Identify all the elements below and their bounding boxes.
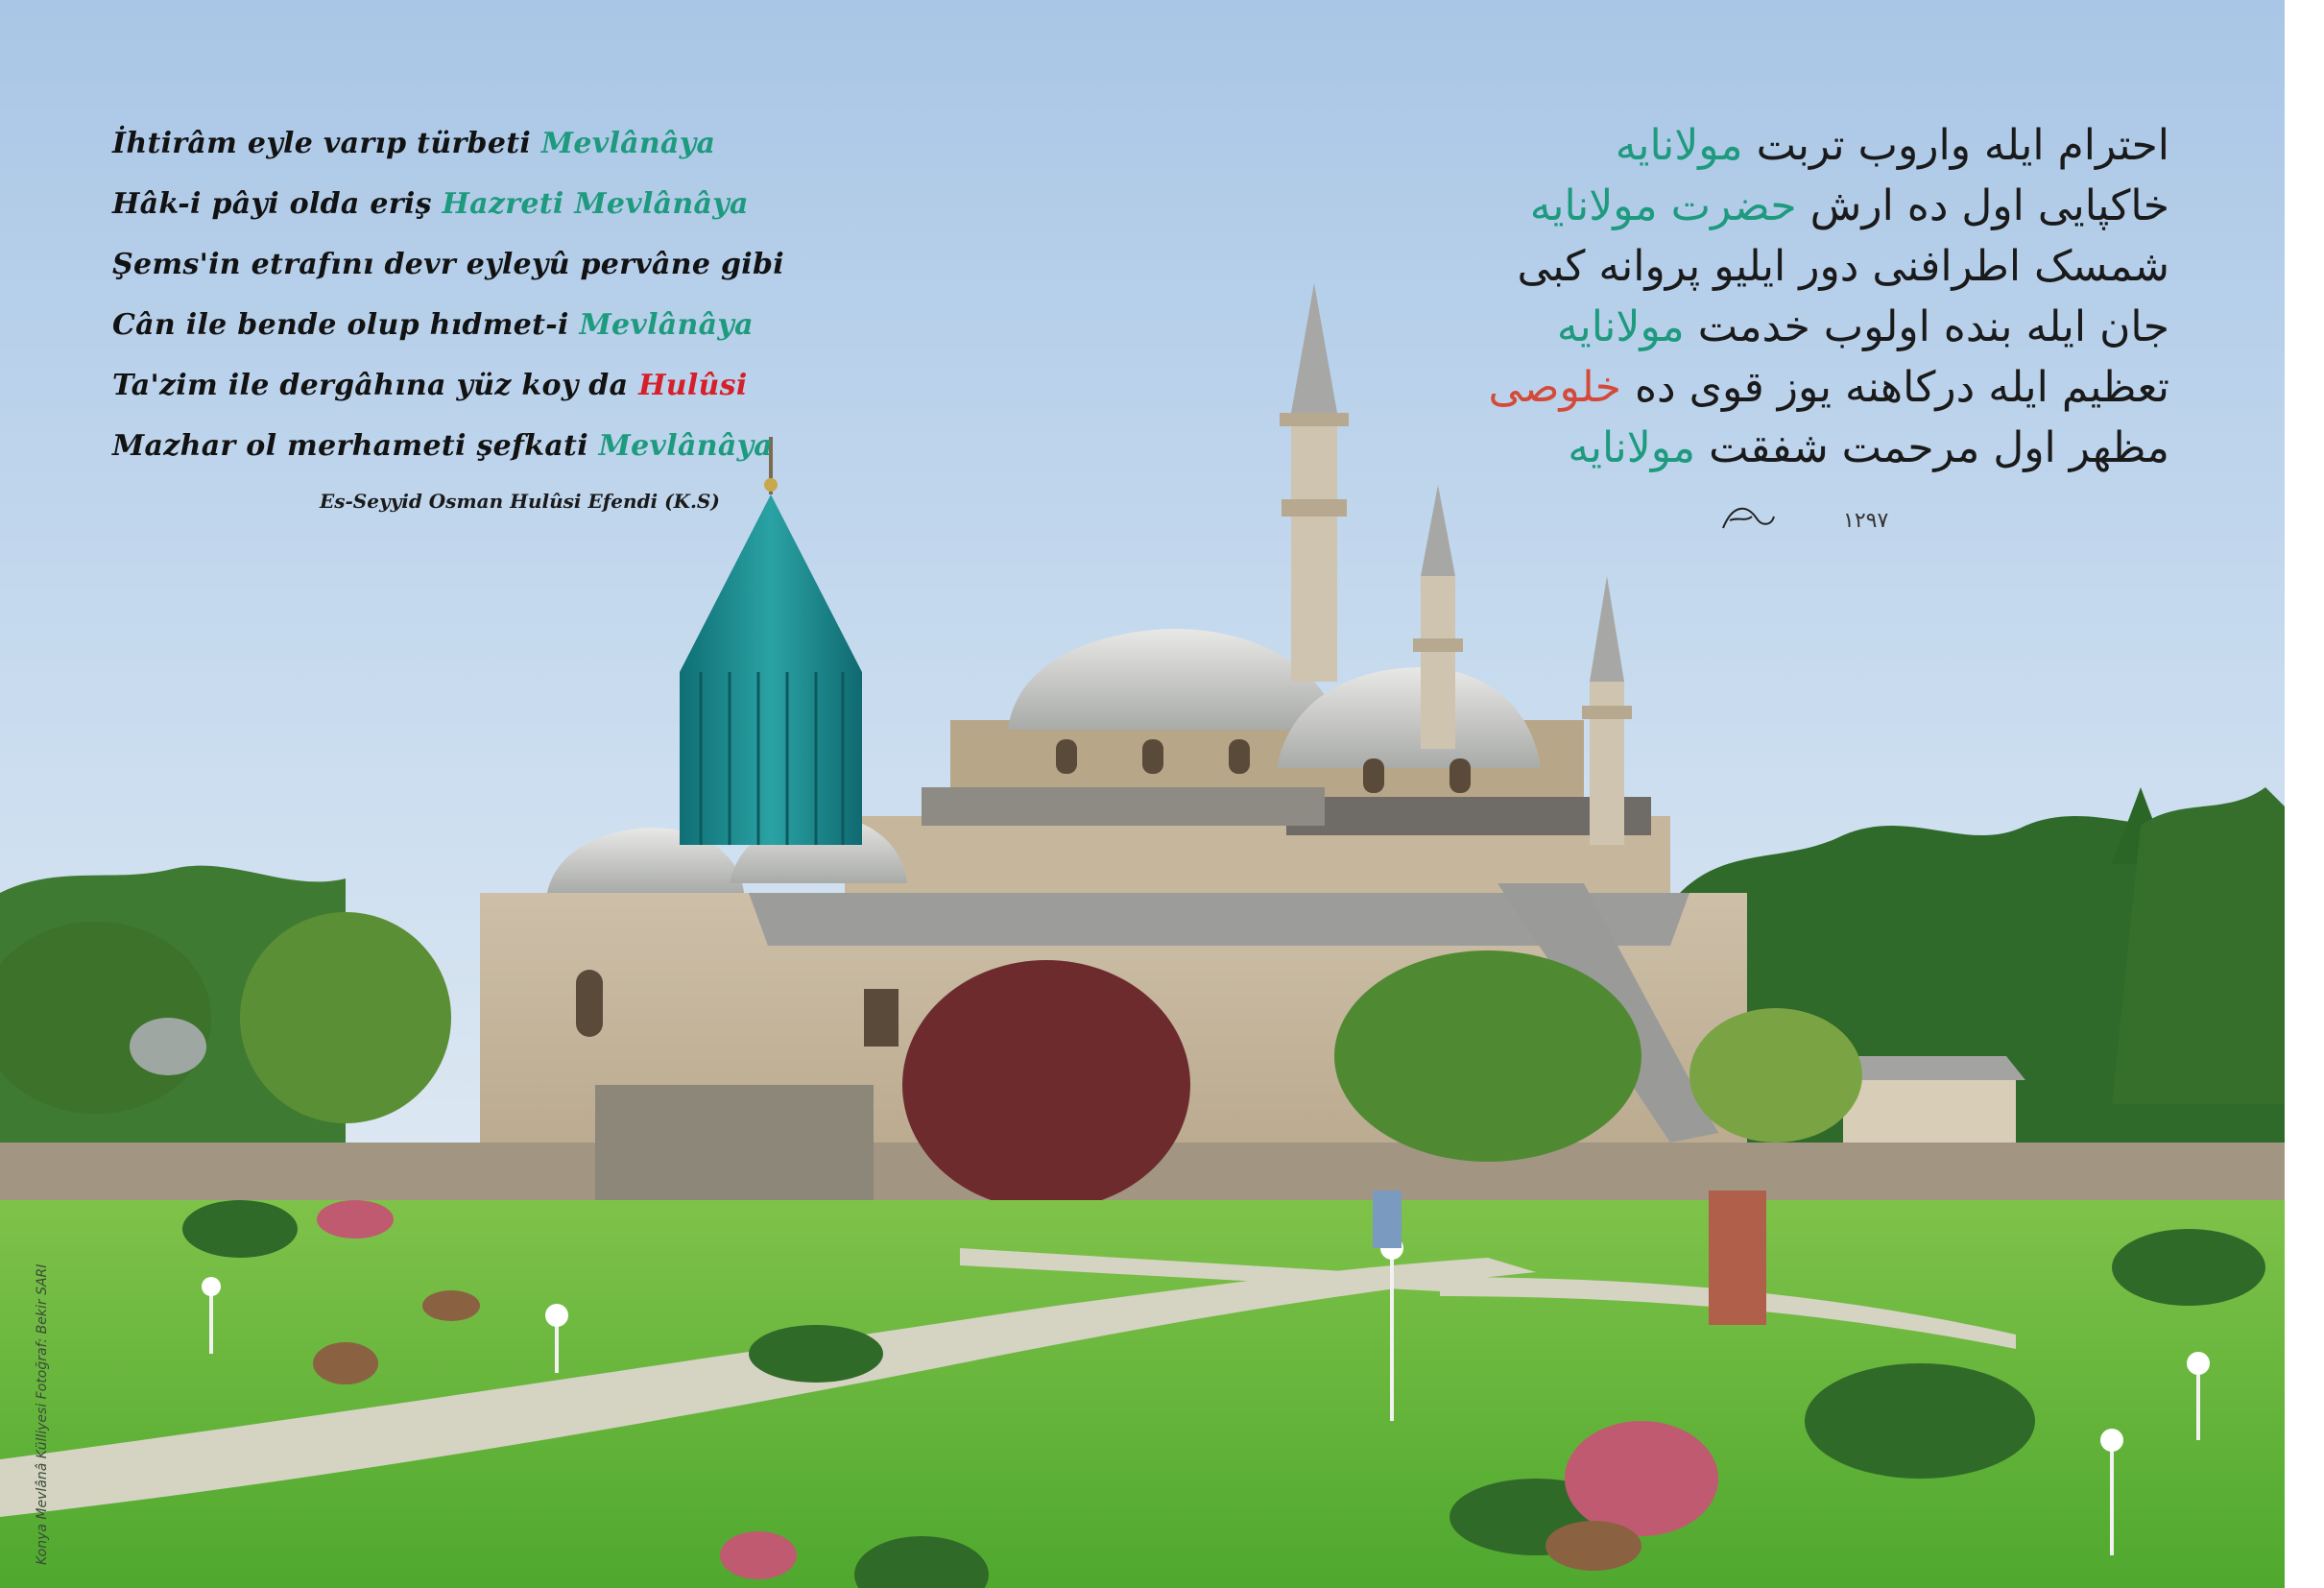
ottoman-line-text: احترام ایله واروب تربت [1742, 121, 2169, 170]
ottoman-line-3 [1517, 236, 2169, 297]
ottoman-line-highlight: خلوصی [1488, 363, 1621, 412]
ottoman-line-4 [1555, 297, 2169, 357]
poem-author: Es-Seyyid Osman Hulûsi Efendi (K.S) [320, 490, 720, 513]
poem-line-text: Şems'in etrafını devr eyleyû pervâne gibi [112, 248, 784, 281]
photo-credit: Konya Mevlânâ Külliyesi Fotoğraf: Bekir SARI [35, 1263, 50, 1565]
calligraphic-signature-icon [1718, 499, 1776, 538]
ottoman-line-highlight: مولانایه [1556, 302, 1685, 351]
poem-line-text: Cân ile bende olup hıdmet-i [112, 308, 580, 342]
poem-line-1 [112, 113, 727, 174]
ottoman-line-6 [1555, 418, 2169, 478]
ottoman-line-text: تعظیم ایله درکاهنه یوز قوی ده [1620, 363, 2169, 412]
ottoman-line-5 [1488, 357, 2169, 418]
turkish-poem [112, 113, 784, 476]
poem-line-text: İhtirâm eyle varıp türbeti [112, 127, 541, 160]
poem-line-4 [112, 295, 754, 355]
hijri-date: ١٢٩٧ [1843, 509, 1889, 533]
poem-line-text: Ta'zim ile dergâhına yüz koy da [112, 369, 639, 402]
poem-line-highlight: Mevlânâya [579, 308, 754, 342]
ottoman-line-2 [1529, 176, 2169, 236]
ottoman-poem [1488, 115, 2169, 478]
ottoman-line-text: خاکپایی اول ده ارش [1796, 181, 2169, 230]
poem-line-highlight: Hulûsi [638, 369, 748, 402]
poem-line-text: Hâk-i pâyi olda eriş [112, 187, 443, 221]
ottoman-line-text: جان ایله بنده اولوب خدمت [1684, 302, 2169, 351]
poem-line-text: Mazhar ol merhameti şefkati [112, 429, 599, 463]
poem-line-3 [112, 234, 784, 295]
ottoman-line-highlight: مولانایه [1568, 423, 1696, 472]
ottoman-line-1 [1555, 115, 2169, 176]
ottoman-line-highlight: مولانایه [1615, 121, 1743, 170]
poem-line-2 [112, 174, 749, 234]
ottoman-line-text: شمسک اطرافنی دور ایلیو پروانه کبی [1517, 242, 2169, 291]
poem-line-5 [112, 355, 748, 416]
poem-line-6 [112, 416, 774, 476]
poem-line-highlight: Hazreti Mevlânâya [442, 187, 749, 221]
ottoman-line-text: مظهر اول مرحمت شفقت [1695, 423, 2169, 472]
poem-line-highlight: Mevlânâya [598, 429, 774, 463]
poem-line-highlight: Mevlânâya [540, 127, 716, 160]
ottoman-line-highlight: حضرت مولانایه [1529, 181, 1797, 230]
